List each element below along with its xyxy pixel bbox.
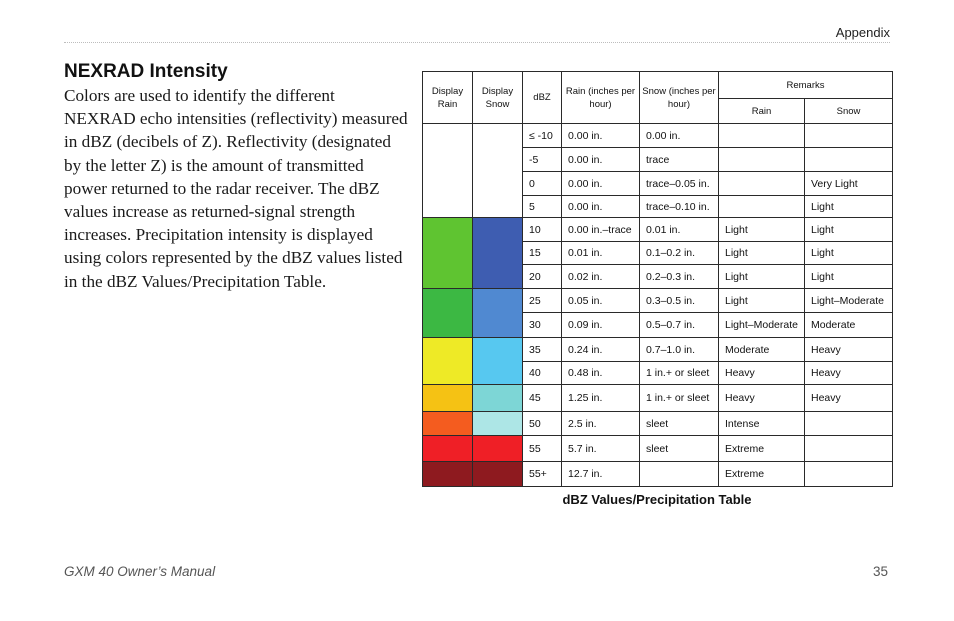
cell-dbz: 10 [523, 218, 562, 242]
cell-rain: 0.01 in. [562, 242, 640, 265]
cell-rain: 1.25 in. [562, 385, 640, 412]
header-remarks: Remarks [719, 72, 893, 99]
cell-remark-rain: Heavy [719, 385, 805, 412]
cell-remark-snow: Light [805, 265, 893, 289]
cell-rain: 0.00 in. [562, 196, 640, 218]
cell-dbz: 15 [523, 242, 562, 265]
cell-rain: 0.09 in. [562, 313, 640, 338]
cell-remark-snow [805, 124, 893, 148]
cell-remark-snow: Very Light [805, 172, 893, 196]
cell-dbz: 0 [523, 172, 562, 196]
cell-snow: 0.1–0.2 in. [640, 242, 719, 265]
body-line: values increase as returned-signal strength [64, 202, 356, 222]
body-line: power returned to the radar receiver. The dBZ [64, 178, 380, 198]
header-display-snow: Display Snow [473, 72, 523, 124]
cell-snow [640, 462, 719, 487]
snow-color-swatch [473, 385, 523, 412]
cell-snow: 0.7–1.0 in. [640, 338, 719, 362]
cell-remark-snow: Light [805, 196, 893, 218]
cell-remark-rain [719, 148, 805, 172]
body-line: using colors represented by the dBZ values listed [64, 248, 403, 268]
cell-remark-snow: Heavy [805, 385, 893, 412]
cell-dbz: 55+ [523, 462, 562, 487]
cell-remark-snow: Heavy [805, 362, 893, 385]
cell-snow: sleet [640, 436, 719, 462]
cell-dbz: 35 [523, 338, 562, 362]
header-display-rain: Display Rain [423, 72, 473, 124]
cell-snow: 1 in.+ or sleet [640, 362, 719, 385]
body-line: NEXRAD echo intensities (reflectivity) measured [64, 109, 408, 129]
cell-snow: 0.01 in. [640, 218, 719, 242]
cell-dbz: 30 [523, 313, 562, 338]
header-rain: Rain (inches per hour) [562, 72, 640, 124]
snow-color-swatch [473, 218, 523, 289]
cell-dbz: 25 [523, 289, 562, 313]
cell-rain: 0.05 in. [562, 289, 640, 313]
rain-color-swatch [423, 436, 473, 462]
cell-remark-snow: Heavy [805, 338, 893, 362]
cell-remark-rain: Light [719, 289, 805, 313]
header-section-label: Appendix [835, 25, 890, 40]
cell-remark-rain [719, 124, 805, 148]
body-paragraph [64, 84, 408, 293]
cell-remark-rain: Intense [719, 412, 805, 436]
cell-rain: 0.02 in. [562, 265, 640, 289]
cell-rain: 0.00 in. [562, 124, 640, 148]
cell-remark-rain: Light–Moderate [719, 313, 805, 338]
cell-remark-snow [805, 148, 893, 172]
table-row [423, 462, 893, 487]
cell-rain: 2.5 in. [562, 412, 640, 436]
cell-remark-rain: Extreme [719, 436, 805, 462]
cell-remark-rain: Moderate [719, 338, 805, 362]
cell-dbz: 50 [523, 412, 562, 436]
cell-dbz: 5 [523, 196, 562, 218]
cell-rain: 0.00 in.–trace [562, 218, 640, 242]
table-row [423, 385, 893, 412]
header-remarks-snow: Snow [805, 99, 893, 124]
body-line: in the dBZ Values/Precipitation Table. [64, 271, 327, 291]
cell-remark-snow [805, 462, 893, 487]
section-title: NEXRAD Intensity [64, 61, 228, 82]
cell-remark-snow: Light–Moderate [805, 289, 893, 313]
cell-snow: 0.2–0.3 in. [640, 265, 719, 289]
rain-color-swatch [423, 289, 473, 338]
body-line: Colors are used to identify the different [64, 86, 335, 105]
snow-color-swatch [473, 338, 523, 385]
body-line: increases. Precipitation intensity is displayed [64, 225, 373, 245]
cell-rain: 12.7 in. [562, 462, 640, 487]
table-row [423, 338, 893, 362]
rain-color-swatch [423, 412, 473, 436]
table-row [423, 436, 893, 462]
cell-remark-rain: Light [719, 242, 805, 265]
cell-remark-rain: Light [719, 218, 805, 242]
cell-remark-snow: Light [805, 242, 893, 265]
cell-remark-snow [805, 436, 893, 462]
table-row [423, 412, 893, 436]
snow-color-swatch [473, 289, 523, 338]
header-remarks-rain: Rain [719, 99, 805, 124]
cell-remark-snow: Light [805, 218, 893, 242]
snow-color-swatch [473, 436, 523, 462]
footer-page-number: 35 [872, 564, 888, 579]
snow-color-swatch [473, 462, 523, 487]
cell-rain: 0.48 in. [562, 362, 640, 385]
cell-snow: trace–0.10 in. [640, 196, 719, 218]
rain-color-swatch [423, 338, 473, 385]
body-line: by the letter Z) is the amount of transmitted [64, 155, 364, 175]
cell-snow: 0.5–0.7 in. [640, 313, 719, 338]
header-dbz: dBZ [523, 72, 562, 124]
cell-remark-rain: Light [719, 265, 805, 289]
cell-snow: 0.3–0.5 in. [640, 289, 719, 313]
table-body [423, 124, 893, 487]
table-row [423, 289, 893, 313]
header-divider [64, 42, 890, 43]
cell-dbz: -5 [523, 148, 562, 172]
rain-color-swatch [423, 124, 473, 218]
cell-remark-rain: Heavy [719, 362, 805, 385]
table-row [423, 218, 893, 242]
snow-color-swatch [473, 412, 523, 436]
dbz-precipitation-table [422, 71, 893, 487]
table-row [423, 124, 893, 148]
header-snow: Snow (inches per hour) [640, 72, 719, 124]
body-line: in dBZ (decibels of Z). Reflectivity (designated [64, 132, 391, 152]
cell-dbz: 55 [523, 436, 562, 462]
rain-color-swatch [423, 218, 473, 289]
cell-snow: 0.00 in. [640, 124, 719, 148]
cell-rain: 5.7 in. [562, 436, 640, 462]
cell-remark-rain [719, 196, 805, 218]
cell-remark-snow [805, 412, 893, 436]
cell-snow: 1 in.+ or sleet [640, 385, 719, 412]
cell-snow: trace [640, 148, 719, 172]
rain-color-swatch [423, 385, 473, 412]
cell-dbz: 45 [523, 385, 562, 412]
cell-remark-rain [719, 172, 805, 196]
cell-remark-snow: Moderate [805, 313, 893, 338]
cell-rain: 0.00 in. [562, 148, 640, 172]
rain-color-swatch [423, 462, 473, 487]
cell-snow: sleet [640, 412, 719, 436]
table-caption: dBZ Values/Precipitation Table [562, 492, 752, 507]
cell-dbz: ≤ -10 [523, 124, 562, 148]
cell-snow: trace–0.05 in. [640, 172, 719, 196]
cell-rain: 0.24 in. [562, 338, 640, 362]
footer-manual-title: GXM 40 Owner’s Manual [64, 564, 216, 579]
snow-color-swatch [473, 124, 523, 218]
cell-dbz: 20 [523, 265, 562, 289]
cell-remark-rain: Extreme [719, 462, 805, 487]
cell-rain: 0.00 in. [562, 172, 640, 196]
cell-dbz: 40 [523, 362, 562, 385]
